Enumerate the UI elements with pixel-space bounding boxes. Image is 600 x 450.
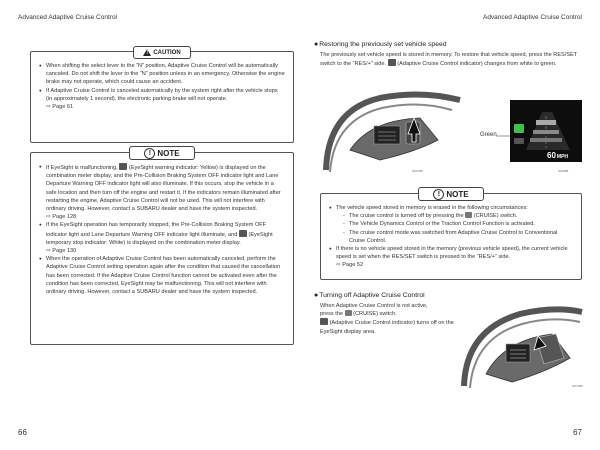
note-label: NOTE [157, 148, 180, 158]
note-list-left [39, 163, 285, 296]
section-body-restore: The previously set vehicle speed is stored in memory. To restore that vehicle speed, press the RES/SET switch to the “RES/+” side. (Adaptive Cruise Control indicator) changes from white to green. [320, 52, 578, 68]
note-item: ● If the EyeSight operation has temporarily stopped, the Pre-Collision Braking System OFF indicator light and Lane Departure Warning OFF indicator light illuminate, and (EyeSight temporary stop indicator: White) is displayed on the combination meter display. ⇨ Page 130 [39, 221, 285, 255]
right-page-number: 67 [573, 428, 582, 437]
page-reference: ⇨ Page 61 [46, 104, 74, 111]
page-reference: ⇨ Page 130 [46, 248, 77, 255]
note-item: ● If there is no vehicle speed stored in the memory (previous vehicle speed), the current vehicle speed is set when the RES/SET switch is pressed to the “RES/+” side. ⇨ Page 52 [329, 245, 573, 270]
eyesight-warning-indicator-icon [119, 163, 127, 170]
right-running-header: Advanced Adaptive Cruise Control [482, 14, 582, 21]
figure-restore-speed [320, 80, 584, 175]
green-callout-label: Green [480, 132, 497, 138]
caution-box [30, 51, 294, 143]
note-list-right [329, 204, 573, 270]
adaptive-cruise-control-indicator-icon [320, 318, 328, 325]
caution-list [39, 62, 285, 111]
note-sublist [336, 212, 573, 245]
figure-turnoff [460, 300, 584, 390]
figure-code-right: S32988 [558, 169, 569, 173]
figure-code: SC1050 [572, 384, 583, 388]
note-subitem: - The cruise control mode was switched from Adaptive Cruise Control to Conventional Cruise Control. [343, 229, 573, 245]
caution-item: ● When shifting the select lever to the “N” position, Adaptive Cruise Control will be automatically canceled. Do not shift the lever to the “N” position unless in an emergency. Otherwise the engine brake may not operate, which could cause an accident. [39, 62, 285, 87]
note-item: ● The vehicle speed stored in memory is erased in the following circumstances: - The cruise control is turned off by pressing the (CRUISE) switch. - The Vehicle Dynamics Control or the Traction Control Function is activated. - The cruise control mode was switched from Adaptive Cruise Control to Conventional Cruise Control. [329, 204, 573, 245]
page-reference: ⇨ Page 52 [336, 262, 364, 269]
note-item: ● If EyeSight is malfunctioning, (EyeSight warning indicator: Yellow) is displayed on the combination meter display, and the Pre-Collision Braking System OFF indicator light and Lane Departure Warning OFF indicator light will also illuminate. If this occurs, stop the vehicle in a safe location and then turn off the engine and restart it. If the indicators remain illuminated after restarting the engine, Adaptive Cruise Control will not be used. This will not interfere with ordinary driving. However, contact a SUBARU dealer and have the system inspected. ⇨ Page 128 [39, 163, 285, 221]
note-badge [129, 146, 195, 160]
eyesight-temporary-stop-indicator-icon [239, 230, 247, 237]
figure-code-left: SC0786 [412, 169, 423, 173]
note-box-left [30, 148, 294, 345]
caution-badge [133, 46, 191, 59]
note-item: ● When the operation of Adaptive Cruise Control has been automatically canceled, perform the Adaptive Cruise Control setting operation again after the condition that caused the cancellation has been corrected. If the Adaptive Cruise Control function cannot be activated even after the condition has been corrected, EyeSight may be malfunctioning. This will not interfere with ordinary driving. However, contact a SUBARU dealer and have the system inspected. [39, 255, 285, 296]
section-body-turnoff: When Adaptive Cruise Control is not active, press the (CRUISE) switch. (Adaptive Cruise Control indicator) turns off on the EyeSight display area. [320, 303, 454, 335]
note-subitem: - The Vehicle Dynamics Control or the Traction Control Function is activated. [343, 220, 573, 228]
left-page-number: 66 [18, 428, 27, 437]
section-heading-turnoff: ● Turning off Adaptive Cruise Control [314, 292, 425, 299]
note-subitem: - The cruise control is turned off by pressing the (CRUISE) switch. [343, 212, 573, 220]
exclamation-icon: ! [433, 189, 444, 200]
steering-wheel-closeup-illustration [460, 300, 584, 390]
section-heading-restore: ● Restoring the previously set vehicle speed [314, 41, 447, 48]
page-reference: ⇨ Page 128 [46, 214, 77, 221]
caution-label: CAUTION [153, 49, 181, 56]
note-badge [418, 187, 484, 201]
caution-item: ● If Adaptive Cruise Control is canceled automatically by the system right after the vehicle stops (in approximately 1 second), the electronic parking brake will not operate. ⇨ Page 61 [39, 87, 285, 112]
steering-wheel-illustration [320, 80, 584, 175]
note-label: NOTE [446, 189, 469, 199]
left-running-header: Advanced Adaptive Cruise Control [18, 14, 118, 21]
adaptive-cruise-control-indicator-icon [388, 59, 396, 66]
speed-readout: 60MPH [547, 151, 569, 160]
cruise-switch-icon [465, 212, 472, 218]
exclamation-icon: ! [144, 148, 155, 159]
warning-triangle-icon [143, 49, 151, 56]
note-box-right [320, 189, 582, 280]
cruise-switch-icon [345, 310, 352, 316]
